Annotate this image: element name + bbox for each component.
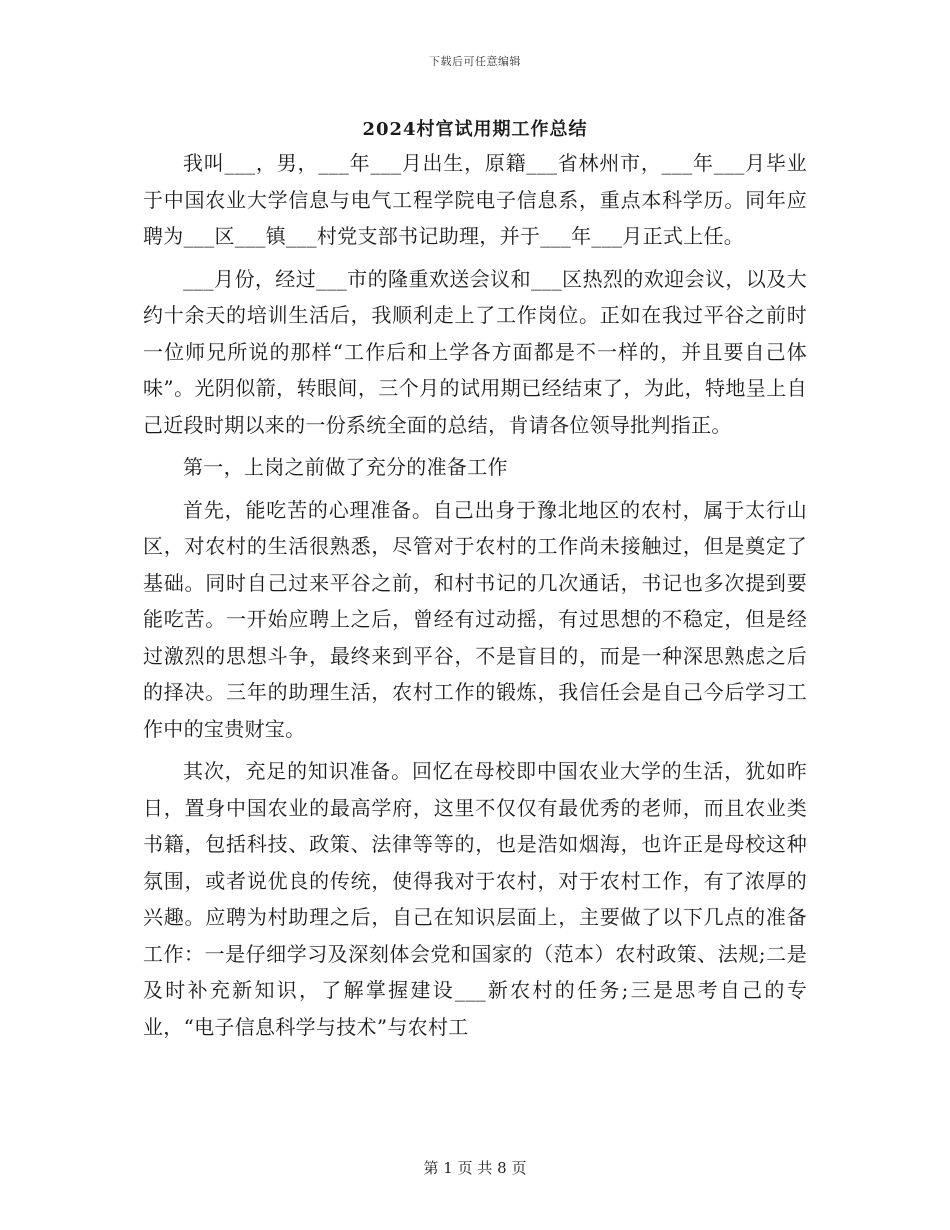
page-number-footer: 第 1 页 共 8 页: [423, 1159, 527, 1177]
paragraph-knowledge-preparation: 其次，充足的知识准备。回忆在母校即中国农业大学的生活，犹如昨日，置身中国农业的最高学府，这里不仅仅有最优秀的老师，而且农业类书籍，包括科技、政策、法律等等的，也是浩如烟海，也许正是母校这种氛围，或者说优良的传统，使得我对于农村，对于农村工作，有了浓厚的兴趣。应聘为村助理之后，自己在知识层面上，主要做了以下几点的准备工作：一是仔细学习及深刻体会党和国家的（范本）农村政策、法规;二是及时补充新知识，了解掌握建设___新农村的任务;三是思考自己的专业，“电子信息科学与技术”与农村工: [143, 759, 807, 1039]
paragraph-intro: 我叫___，男，___年___月出生，原籍___省林州市，___年___月毕业于中国农业大学信息与电气工程学院电子信息系，重点本科学历。同年应聘为___区___镇___村党支部书记助理，并于___年___月正式上任。: [143, 151, 807, 248]
section-heading-preparation: 第一，上岗之前做了充分的准备工作: [183, 455, 508, 479]
document-body: [143, 145, 807, 1051]
paragraph-mental-preparation: 首先，能吃苦的心理准备。自己出身于豫北地区的农村，属于太行山区，对农村的生活很熟悉，尽管对于农村的工作尚未接触过，但是奠定了基础。同时自己过来平谷之前，和村书记的几次通话，书记也多次提到要能吃苦。一开始应聘上之后，曾经有过动摇，有过思想的不稳定，但是经过激烈的思想斗争，最终来到平谷，不是盲目的，而是一种深思熟虑之后的择决。三年的助理生活，农村工作的锻炼，我信任会是自己今后学习工作中的宝贵财宝。: [143, 497, 807, 741]
paragraph-arrival: ___月份，经过___市的隆重欢送会议和___区热烈的欢迎会议，以及大约十余天的培训生活后，我顺利走上了工作岗位。正如在我过平谷之前时一位师兄所说的那样“工作后和上学各方面都是不一样的，并且要自己体味”。光阴似箭，转眼间，三个月的试用期已经结束了，为此，特地呈上自己近段时期以来的一份系统全面的总结，肯请各位领导批判指正。: [143, 266, 807, 437]
page-header-note: 下载后可任意编辑: [429, 55, 521, 68]
document-title: 2024村官试用期工作总结: [362, 119, 588, 140]
